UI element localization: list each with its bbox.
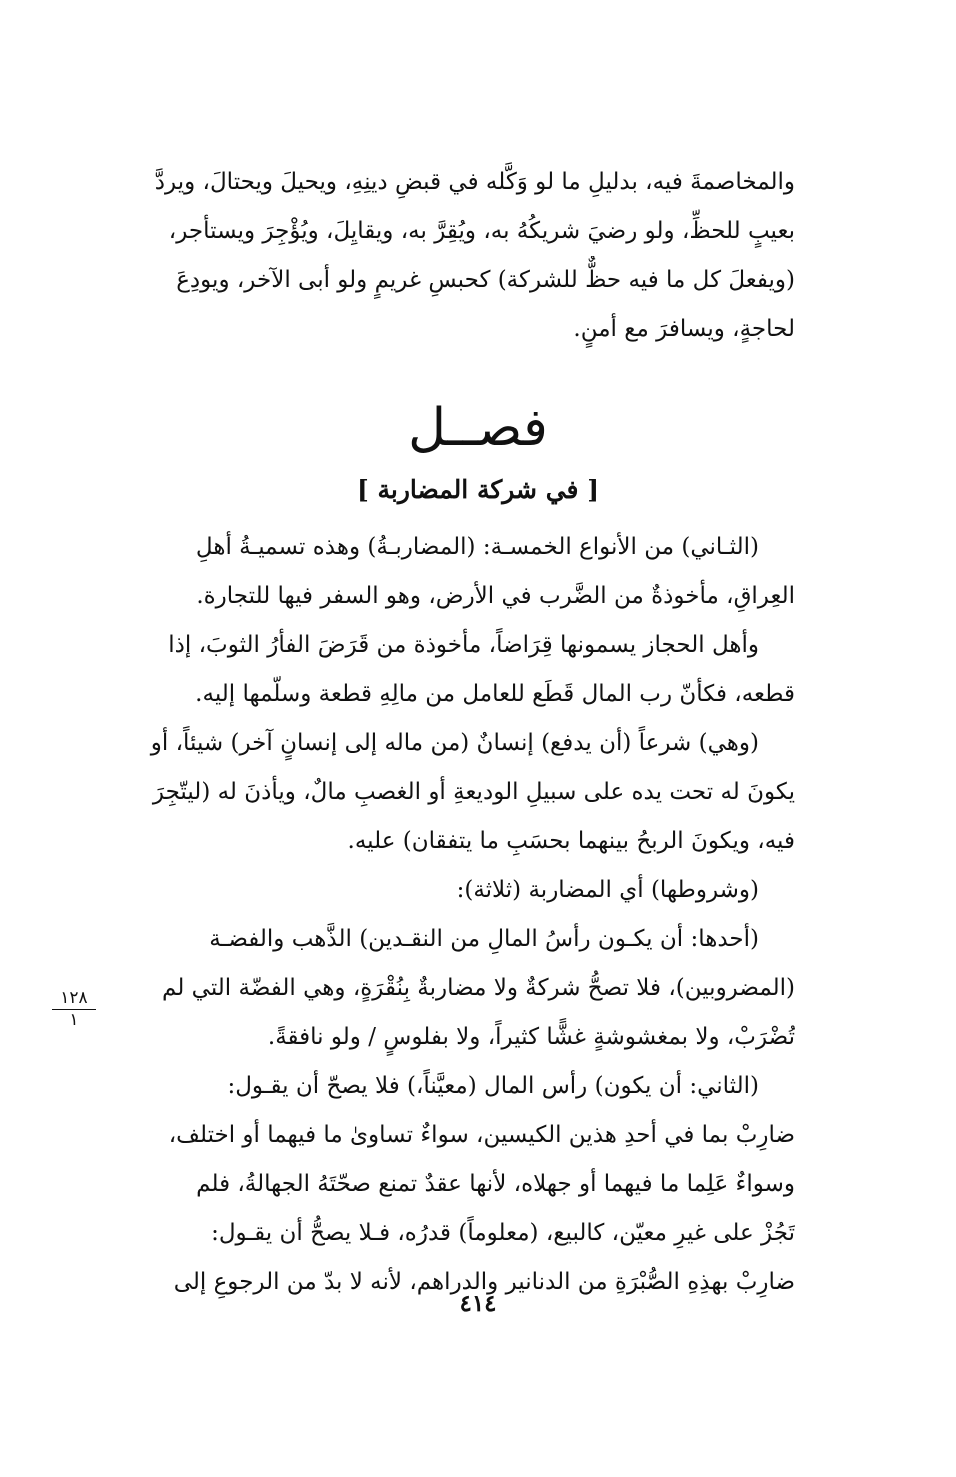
text-line: ضارِبْ بما في أحدِ هذين الكيسين، سواءٌ تساوىٰ ما فيهما أو اختلف، xyxy=(168,1122,795,1148)
text-line: (الثـاني) من الأنواع الخمسـة: (المضاربـةُ) وهذه تسميـةُ أهلِ xyxy=(195,534,759,560)
text-line: تُضْرَبْ، ولا بمغشوشةٍ غشًّا كثيراً، ولا بفلوسٍ / ولو نافقةً. xyxy=(267,1024,795,1050)
text-line: (وهي) شرعاً (أن يدفع) إنسانٌ (من ماله إلى إنسانٍ آخر) شيئاً، أو xyxy=(150,730,759,756)
text-line: والمخاصمةَ فيه، بدليلِ ما لو وَكَّله في قبضِ دينِهِ، ويحيلَ ويحتالَ، ويردَّ xyxy=(154,169,795,195)
continued-paragraph xyxy=(110,158,795,354)
text-line: يكونَ له تحت يده على سبيلِ الوديعةِ أو الغصبِ مالٌ، ويأذنَ له (ليتّجِرَ xyxy=(152,779,795,805)
text-line: لحاجةٍ، ويسافرَ مع أمنٍ. xyxy=(573,316,795,342)
text-line: قطعه، فكأنّ رب المال قَطَع للعامل من مالِهِ قطعة وسلّمها إليه. xyxy=(195,681,795,707)
marker-numerator: ١٢٨ xyxy=(52,988,96,1010)
main-text xyxy=(110,523,795,1307)
text-line: ضارِبْ بهذِهِ الصُّبْرَةِ من الدنانير والدراهم، لأنه لا بدّ من الرجوعِ إلى xyxy=(173,1269,795,1295)
text-line: وسواءٌ عَلِما ما فيهما أو جهلاه، لأنها عقدٌ تمنع صحّتَهُ الجهالةُ، فلم xyxy=(196,1171,795,1197)
text-line: بعيبٍ للحظِّ، ولو رضيَ شريكُهُ به، ويُقِرَّ به، ويقايِلَ، ويُؤْجِرَ ويستأجر، xyxy=(168,218,795,244)
section-title: [ في شركة المضاربة ] xyxy=(356,475,600,504)
text-line: (وشروطها) أي المضاربة (ثلاثة): xyxy=(456,877,759,903)
text-line: وأهل الحجاز يسمونها قِرَاضاً، مأخوذة من قَرَضَ الفأرُ الثوبَ، إذا xyxy=(168,632,759,658)
manuscript-page-marker xyxy=(52,988,96,1030)
fasl-heading xyxy=(0,396,956,460)
fasl-heading-text: فصــل xyxy=(408,398,548,458)
text-line: (الثاني: أن يكون) رأس المال (معيَّناً،) فلا يصحّ أن يقـول: xyxy=(227,1073,759,1099)
text-line: (أحدها: أن يكـون رأسُ المالِ من النقـدين) الذَّهب والفضـة xyxy=(209,926,759,952)
text-line: (المضروبين)، فلا تصحُّ شركةٌ ولا مضاربةٌ بِنُقْرَةٍ، وهي الفضّة التي لم xyxy=(162,975,795,1001)
page-number: ٤١٤ xyxy=(459,1290,497,1317)
text-line: العِراقِ، مأخوذةٌ من الضَّرب في الأرض، وهو السفر فيها للتجارة. xyxy=(196,583,795,609)
marker-denominator: ١ xyxy=(69,1010,79,1030)
text-line: فيه، ويكونَ الربحُ بينهما بحسَبِ ما يتفقان) عليه. xyxy=(347,828,795,854)
text-line: تَجُزْ على غيرِ معيّن، كالبيع، (معلوماً) قدرُه، فـلا يصحُّ أن يقـول: xyxy=(211,1220,795,1246)
text-line: (ويفعلَ كل ما فيه حظٌّ للشركة) كحبسِ غريمٍ ولو أبى الآخر، ويودِعَ xyxy=(176,267,795,293)
